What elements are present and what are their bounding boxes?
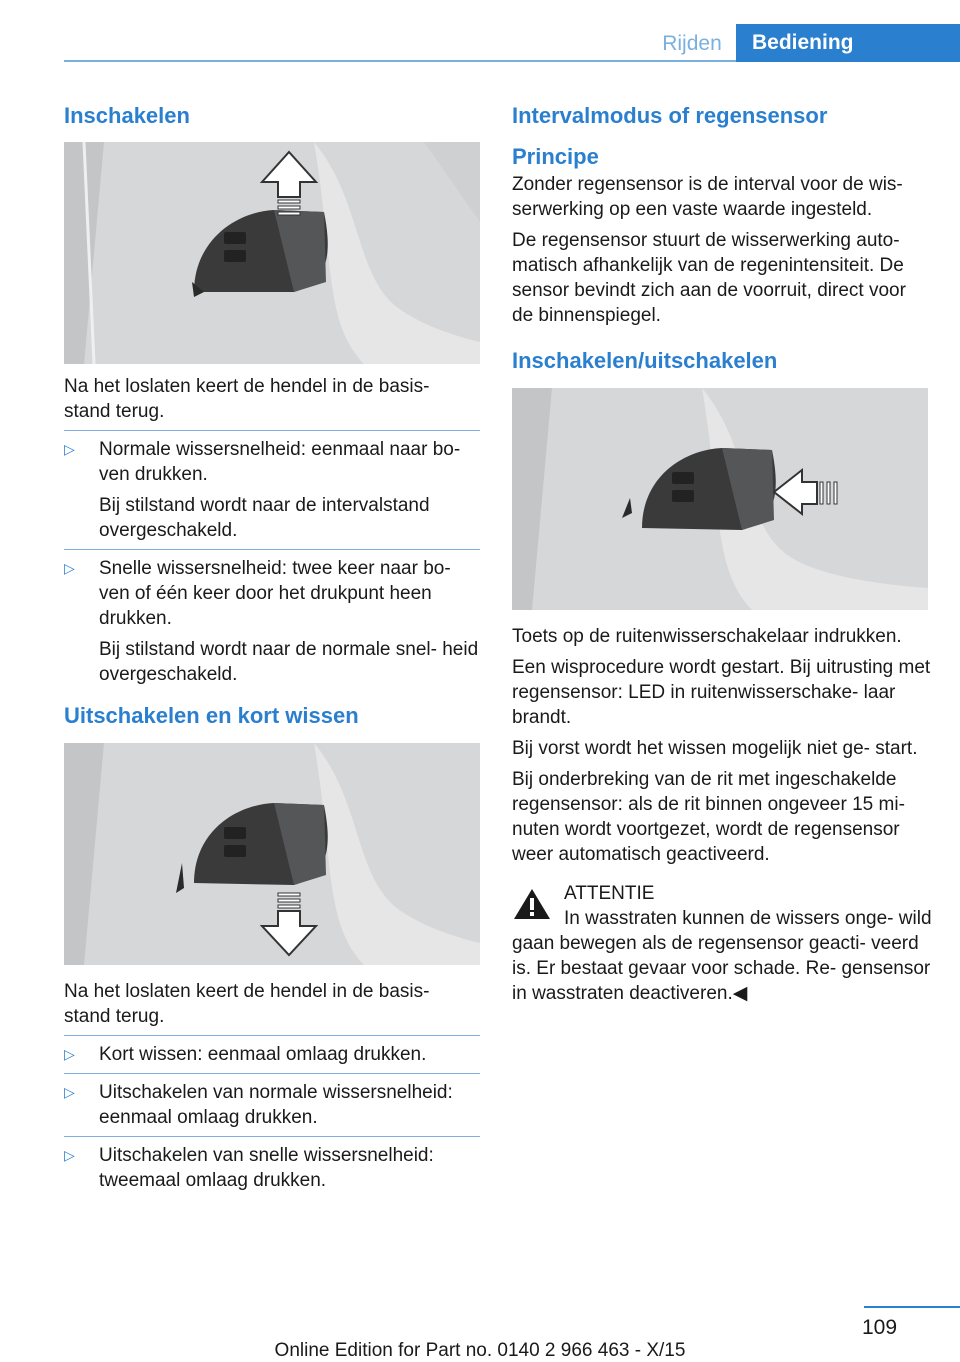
bullet-text: Uitschakelen van snelle wissersnelheid: tweemaal omlaag drukken. bbox=[99, 1145, 434, 1191]
bullet-text: Uitschakelen van normale wissersnelheid: eenmaal omlaag drukken. bbox=[99, 1082, 453, 1128]
bullet-text: Snelle wissersnelheid: twee keer naar bo- ven of één keer door het drukpunt heen drukken. bbox=[99, 558, 451, 629]
divider bbox=[64, 1035, 480, 1036]
wiper-sensor-button-illustration bbox=[512, 388, 928, 610]
triangle-bullet-icon: ▷ bbox=[64, 441, 75, 457]
tab-bediening[interactable]: Bediening bbox=[736, 24, 960, 62]
list-item bbox=[64, 1042, 480, 1067]
divider bbox=[64, 430, 480, 431]
footer-edition: Online Edition for Part no. 0140 2 966 463 - X/15 bbox=[274, 1340, 686, 1361]
warning-title: ATTENTIE bbox=[564, 883, 655, 904]
paragraph-vorst: Bij vorst wordt het wissen mogelijk niet ge- start. bbox=[512, 738, 918, 759]
wiper-lever-up-illustration bbox=[64, 142, 480, 364]
bullet-subtext: Bij stilstand wordt naar de normale snel- heid overgeschakeld. bbox=[99, 639, 479, 685]
section-heading-uitschakelen: Uitschakelen en kort wissen bbox=[64, 703, 359, 728]
bullet-subtext: Bij stilstand wordt naar de intervalstand overgeschakeld. bbox=[99, 495, 430, 541]
warning-triangle-icon bbox=[512, 887, 552, 921]
section-heading-inschakelen: Inschakelen bbox=[64, 103, 190, 128]
bullet-text: Kort wissen: eenmaal omlaag drukken. bbox=[99, 1044, 427, 1065]
page-number: 109 bbox=[862, 1316, 898, 1339]
triangle-bullet-icon: ▷ bbox=[64, 1147, 75, 1163]
list-item bbox=[64, 1080, 480, 1130]
subheading-principe: Principe bbox=[512, 144, 599, 169]
divider bbox=[64, 1136, 480, 1137]
list-item bbox=[64, 437, 480, 543]
warning-block bbox=[512, 881, 932, 1006]
triangle-bullet-icon: ▷ bbox=[64, 1084, 75, 1100]
paragraph-toets: Toets op de ruitenwisserschakelaar indrukken. bbox=[512, 626, 902, 647]
paragraph-basisstand-1: Na het loslaten keert de hendel in de basis- stand terug. bbox=[64, 376, 430, 422]
wiper-lever-down-illustration bbox=[64, 743, 480, 965]
figure-sensor-button bbox=[512, 388, 928, 610]
bullet-list-inschakelen bbox=[64, 437, 480, 687]
warning-text: In wasstraten kunnen de wissers onge- wild gaan bewegen als de regensensor geacti- veerd is. Er bestaat gevaar voor schade. Re- gensensor in wasstraten deactiveren.◀ bbox=[512, 908, 932, 1004]
divider bbox=[64, 549, 480, 550]
section-heading-intervalmodus: Intervalmodus of regensensor bbox=[512, 103, 828, 128]
figure-lever-up bbox=[64, 142, 480, 364]
right-column bbox=[512, 96, 932, 1006]
bullet-list-uitschakelen bbox=[64, 1042, 480, 1193]
figure-lever-down bbox=[64, 743, 480, 965]
triangle-bullet-icon: ▷ bbox=[64, 560, 75, 576]
divider bbox=[64, 1073, 480, 1074]
paragraph-principe-1: Zonder regensensor is de interval voor de wis- serwerking op een vaste waarde ingesteld. bbox=[512, 174, 903, 220]
footer-rule bbox=[864, 1306, 960, 1308]
left-column bbox=[64, 96, 480, 1193]
bullet-text: Normale wissersnelheid: eenmaal naar bo- ven drukken. bbox=[99, 439, 461, 485]
list-item bbox=[64, 1143, 480, 1193]
paragraph-wisprocedure: Een wisprocedure wordt gestart. Bij uitrusting met regensensor: LED in ruitenwisserschake- laar brandt. bbox=[512, 657, 931, 728]
paragraph-principe-2: De regensensor stuurt de wisserwerking auto- matisch afhankelijk van de regenintensiteit. De sensor bevindt zich aan de voorruit, direct voor de binnenspiegel. bbox=[512, 230, 906, 326]
list-item bbox=[64, 556, 480, 687]
paragraph-onderbreking: Bij onderbreking van de rit met ingeschakelde regensensor: als de rit binnen ongeveer 15 mi- nuten wordt voortgezet, wordt de regensensor weer automatisch geactiveerd. bbox=[512, 769, 905, 865]
tab-rijden[interactable]: Rijden bbox=[662, 32, 722, 55]
triangle-bullet-icon: ▷ bbox=[64, 1046, 75, 1062]
subheading-inschakelen-uitschakelen: Inschakelen/uitschakelen bbox=[512, 348, 778, 373]
paragraph-basisstand-2: Na het loslaten keert de hendel in de basis- stand terug. bbox=[64, 981, 430, 1027]
